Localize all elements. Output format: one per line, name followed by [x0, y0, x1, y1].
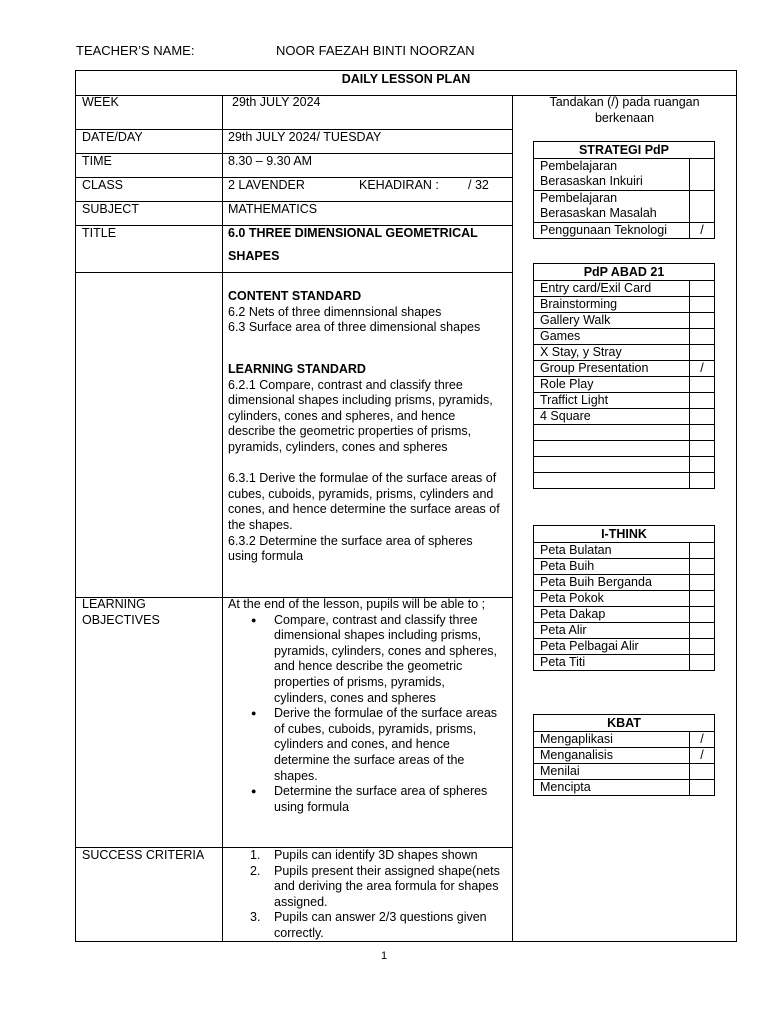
- ithink-heading: I-THINK: [534, 526, 715, 543]
- learning-line: using formula: [228, 549, 304, 564]
- content-item: 6.2 Nets of three dimennsional shapes: [228, 304, 442, 319]
- objective-item: ● Compare, contrast and classify three dimensional shapes including prisms, pyramids, cylinders, cones and spheres, and hence describe the geometric properties of prisms, pyramids, cylinders, cones and spheres: [228, 613, 508, 707]
- abad21-checkbox[interactable]: [690, 345, 715, 361]
- content-standard-heading: CONTENT STANDARD: [228, 289, 362, 303]
- learning-standard-section: [228, 362, 500, 565]
- ithink-checkbox[interactable]: [690, 655, 715, 671]
- objective-item: ● Determine the surface area of spheres using formula: [228, 784, 508, 815]
- lesson-title-line-2: SHAPES: [228, 249, 280, 263]
- learning-line: 6.3.2 Determine the surface area of spheres: [228, 533, 473, 548]
- objectives-list: [228, 613, 508, 816]
- time-value: 8.30 – 9.30 AM: [228, 154, 313, 168]
- learning-line: the shapes.: [228, 517, 293, 532]
- success-criteria-list: [228, 848, 508, 942]
- success-criteria-label: SUCCESS CRITERIA: [82, 848, 205, 862]
- ithink-row: Peta Dakap: [534, 607, 715, 623]
- abad21-row: [534, 473, 715, 489]
- strategi-checkbox[interactable]: [690, 191, 715, 223]
- abad21-checkbox[interactable]: [690, 441, 715, 457]
- abad21-row: [534, 441, 715, 457]
- date-label: DATE/DAY: [82, 130, 143, 144]
- learning-line: 6.3.1 Derive the formulae of the surface areas of: [228, 471, 497, 486]
- learning-line: describe the geometric properties of prisms,: [228, 424, 472, 439]
- abad21-checkbox[interactable]: [690, 393, 715, 409]
- lesson-plan-title: DAILY LESSON PLAN: [76, 71, 736, 96]
- objectives-label-line: LEARNING: [82, 597, 146, 611]
- success-item: 1. Pupils can identify 3D shapes shown: [250, 848, 478, 862]
- abad21-row: Group Presentation /: [534, 361, 715, 377]
- teacher-name-label: TEACHER’S NAME:: [76, 43, 195, 58]
- attendance-label: KEHADIRAN :: [359, 178, 439, 192]
- ithink-checkbox[interactable]: [690, 559, 715, 575]
- abad21-checkbox[interactable]: [690, 281, 715, 297]
- abad21-row: [534, 457, 715, 473]
- success-item: 2. Pupils present their assigned shape(nets and deriving the area formula for shapes assigned.: [250, 863, 500, 909]
- date-value: 29th JULY 2024/ TUESDAY: [228, 130, 382, 144]
- learning-line: pyramids, cylinders, cones and spheres: [228, 439, 448, 454]
- week-label: WEEK: [82, 95, 119, 109]
- abad21-checkbox[interactable]: [690, 313, 715, 329]
- week-value: 29th JULY 2024: [232, 95, 321, 109]
- abad21-checkbox[interactable]: [690, 473, 715, 489]
- abad21-row: Brainstorming: [534, 297, 715, 313]
- abad21-row: Entry card/Exil Card: [534, 281, 715, 297]
- time-label: TIME: [82, 154, 112, 168]
- class-label: CLASS: [82, 178, 123, 192]
- objectives-label: [82, 597, 160, 628]
- instruction-text: Tandakan (/) pada ruangan berkenaan: [549, 95, 700, 125]
- kbat-checkbox[interactable]: [690, 780, 715, 796]
- kbat-row: Mengaplikasi /: [534, 732, 715, 748]
- abad21-heading: PdP ABAD 21: [534, 264, 715, 281]
- strategi-heading: STRATEGI PdP: [534, 142, 715, 159]
- ithink-row: Peta Pelbagai Alir: [534, 639, 715, 655]
- strategi-row: Pembelajaran Berasaskan Masalah: [534, 191, 715, 223]
- ithink-row: Peta Titi: [534, 655, 715, 671]
- ithink-row: Peta Bulatan: [534, 543, 715, 559]
- learning-line: dimensional shapes including prisms, pyramids,: [228, 393, 493, 408]
- abad21-row: X Stay, y Stray: [534, 345, 715, 361]
- abad21-checkbox[interactable]: [690, 329, 715, 345]
- ithink-row: Peta Buih Berganda: [534, 575, 715, 591]
- abad21-checkbox[interactable]: [690, 457, 715, 473]
- abad21-row: [534, 425, 715, 441]
- ithink-row: Peta Alir: [534, 623, 715, 639]
- abad21-row: Role Play: [534, 377, 715, 393]
- abad21-checkbox[interactable]: /: [690, 361, 715, 377]
- attendance-value: / 32: [468, 178, 489, 192]
- content-item: 6.3 Surface area of three dimensional shapes: [228, 320, 481, 335]
- abad21-row: Games: [534, 329, 715, 345]
- learning-line: 6.2.1 Compare, contrast and classify three: [228, 377, 463, 392]
- ithink-checkbox[interactable]: [690, 591, 715, 607]
- lesson-title-line-1: 6.0 THREE DIMENSIONAL GEOMETRICAL: [228, 226, 478, 240]
- strategi-table: [533, 141, 715, 239]
- ithink-checkbox[interactable]: [690, 639, 715, 655]
- ithink-row: Peta Pokok: [534, 591, 715, 607]
- ithink-checkbox[interactable]: [690, 623, 715, 639]
- content-standard-section: [228, 289, 480, 336]
- ithink-checkbox[interactable]: [690, 607, 715, 623]
- teacher-name-value: NOOR FAEZAH BINTI NOORZAN: [276, 43, 475, 58]
- kbat-row: Menilai: [534, 764, 715, 780]
- abad21-checkbox[interactable]: [690, 409, 715, 425]
- learning-line: cubes, cuboids, pyramids, prisms, cylinders and: [228, 486, 494, 501]
- abad21-row: Gallery Walk: [534, 313, 715, 329]
- abad21-table: [533, 263, 715, 489]
- ithink-checkbox[interactable]: [690, 543, 715, 559]
- title-label: TITLE: [82, 226, 117, 240]
- page-number: 1: [380, 950, 388, 962]
- ithink-checkbox[interactable]: [690, 575, 715, 591]
- class-value: 2 LAVENDER: [228, 178, 305, 192]
- learning-standard-heading: LEARNING STANDARD: [228, 362, 366, 376]
- success-item: 3. Pupils can answer 2/3 questions given correctly.: [250, 910, 487, 940]
- strategi-checkbox[interactable]: /: [690, 223, 715, 239]
- strategi-checkbox[interactable]: [690, 159, 715, 191]
- objectives-label-line: OBJECTIVES: [82, 612, 160, 627]
- kbat-row: Menganalisis /: [534, 748, 715, 764]
- learning-line: cylinders, cones and spheres, and hence: [228, 408, 456, 423]
- objectives-intro: At the end of the lesson, pupils will be able to ;: [228, 597, 486, 611]
- objectives-content: [228, 597, 508, 815]
- kbat-row: Mencipta: [534, 780, 715, 796]
- subject-label: SUBJECT: [82, 202, 139, 216]
- subject-value: MATHEMATICS: [228, 202, 318, 216]
- kbat-heading: KBAT: [534, 715, 715, 732]
- abad21-checkbox[interactable]: [690, 377, 715, 393]
- abad21-checkbox[interactable]: [690, 297, 715, 313]
- strategi-row: Penggunaan Teknologi /: [534, 223, 715, 239]
- success-criteria-content: [228, 848, 508, 942]
- abad21-row: 4 Square: [534, 409, 715, 425]
- strategi-row: Pembelajaran Berasaskan Inkuiri: [534, 159, 715, 191]
- ithink-table: [533, 525, 715, 671]
- abad21-checkbox[interactable]: [690, 425, 715, 441]
- kbat-table: [533, 714, 715, 796]
- kbat-checkbox[interactable]: /: [690, 748, 715, 764]
- objective-item: ● Derive the formulae of the surface areas of cubes, cuboids, pyramids, prisms, cylinders and cones, and hence determine the surface areas of the shapes.: [228, 706, 508, 784]
- learning-line: cones, and hence determine the surface areas of: [228, 502, 500, 517]
- abad21-row: Traffict Light: [534, 393, 715, 409]
- kbat-checkbox[interactable]: /: [690, 732, 715, 748]
- kbat-checkbox[interactable]: [690, 764, 715, 780]
- ithink-row: Peta Buih: [534, 559, 715, 575]
